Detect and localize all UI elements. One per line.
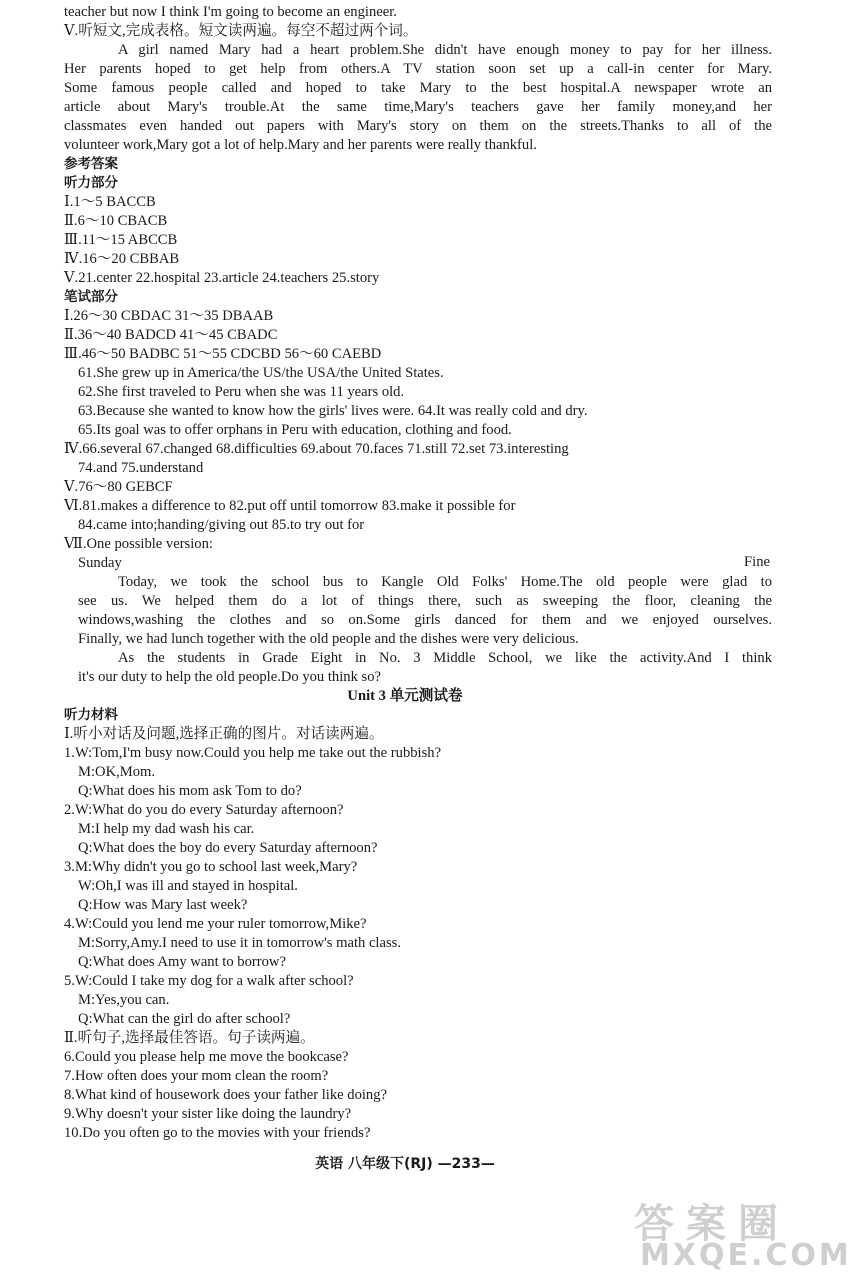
text-line: 84.came into;handing/giving out 85.to try out for bbox=[78, 517, 365, 533]
text-line: Ⅱ.6～10 CBACB bbox=[64, 213, 168, 229]
text-line: 参考答案 bbox=[64, 156, 118, 172]
text-line: Ⅲ.46～50 BADBC 51～55 CDCBD 56～60 CAEBD bbox=[64, 346, 382, 362]
text-line: A girl named Mary had a heart problem.She didn't have enough money to pay for her illness. bbox=[118, 42, 772, 58]
text-line: teacher but now I think I'm going to become an engineer. bbox=[64, 4, 397, 20]
text-line: M:Sorry,Amy.I need to use it in tomorrow's math class. bbox=[78, 935, 401, 951]
text-line: 1.W:Tom,I'm busy now.Could you help me take out the rubbish? bbox=[64, 745, 442, 761]
text-line: Q:What does his mom ask Tom to do? bbox=[78, 783, 302, 799]
letter-weather: Fine bbox=[744, 554, 770, 570]
text-line: Ⅳ.16～20 CBBAB bbox=[64, 251, 180, 267]
text-line: classmates even handed out papers with Mary's story on them on the streets.Thanks to all of the bbox=[64, 118, 772, 134]
text-line: Finally, we had lunch together with the old people and the dishes were very delicious. bbox=[78, 631, 579, 647]
text-line: M:Yes,you can. bbox=[78, 992, 170, 1008]
text-line: 3.M:Why didn't you go to school last week,Mary? bbox=[64, 859, 358, 875]
text-line: see us. We helped them do a lot of things there, such as sweeping the floor, cleaning the bbox=[78, 593, 772, 609]
text-line: 5.W:Could I take my dog for a walk after school? bbox=[64, 973, 354, 989]
text-line: 62.She first traveled to Peru when she was 11 years old. bbox=[78, 384, 405, 400]
text-line: Ⅱ.听句子,选择最佳答语。句子读两遍。 bbox=[64, 1030, 315, 1046]
text-line: Her parents hoped to get help from others.A TV station soon set up a call-in center for Mary. bbox=[64, 61, 772, 77]
text-line: 65.Its goal was to offer orphans in Peru with education, clothing and food. bbox=[78, 422, 512, 438]
text-line: Ⅴ.听短文,完成表格。短文读两遍。每空不超过两个词。 bbox=[64, 23, 418, 39]
text-line: article about Mary's trouble.At the same time,Mary's teachers gave her family money,and her bbox=[64, 99, 772, 115]
text-line: W:Oh,I was ill and stayed in hospital. bbox=[78, 878, 298, 894]
text-line: Today, we took the school bus to Kangle Old Folks' Home.The old people were glad to bbox=[118, 574, 772, 590]
text-line: 2.W:What do you do every Saturday afternoon? bbox=[64, 802, 344, 818]
text-line: Ⅴ.76～80 GEBCF bbox=[64, 479, 173, 495]
text-line: Ⅵ.81.makes a difference to 82.put off until tomorrow 83.make it possible for bbox=[64, 498, 516, 514]
text-line: Ⅴ.21.center 22.hospital 23.article 24.teachers 25.story bbox=[64, 270, 380, 286]
text-line: Ⅰ.1～5 BACCB bbox=[64, 194, 156, 210]
text-line: M:OK,Mom. bbox=[78, 764, 156, 780]
text-line: Ⅱ.36～40 BADCD 41～45 CBADC bbox=[64, 327, 278, 343]
text-line: Ⅲ.11～15 ABCCB bbox=[64, 232, 178, 248]
watermark-char-3: 圈 bbox=[738, 1201, 778, 1247]
text-line: 7.How often does your mom clean the room? bbox=[64, 1068, 329, 1084]
text-line: windows,washing the clothes and so on.Some girls danced for them and we enjoyed ourselves. bbox=[78, 612, 772, 628]
text-line: 4.W:Could you lend me your ruler tomorrow,Mike? bbox=[64, 916, 367, 932]
text-line: 74.and 75.understand bbox=[78, 460, 204, 476]
text-line: Q:What can the girl do after school? bbox=[78, 1011, 291, 1027]
text-line: 63.Because she wanted to know how the girls' lives were. 64.It was really cold and dry. bbox=[78, 403, 588, 419]
text-line: Sunday bbox=[78, 555, 122, 571]
text-line: Ⅶ.One possible version: bbox=[64, 536, 213, 552]
watermark-logo bbox=[632, 1192, 852, 1276]
text-line: Q:What does the boy do every Saturday afternoon? bbox=[78, 840, 378, 856]
text-line: 9.Why doesn't your sister like doing the laundry? bbox=[64, 1106, 352, 1122]
watermark-char-2: 案 bbox=[686, 1201, 726, 1247]
page-footer: 英语 八年级下(RJ) —233— bbox=[315, 1156, 495, 1172]
text-line: Ⅰ.26～30 CBDAC 31～35 DBAAB bbox=[64, 308, 274, 324]
text-line: Q:How was Mary last week? bbox=[78, 897, 248, 913]
text-line: 听力部分 bbox=[64, 175, 118, 191]
text-line: Some famous people called and hoped to take Mary to the best hospital.A newspaper wrote an bbox=[64, 80, 772, 96]
text-line: volunteer work,Mary got a lot of help.Mary and her parents were really thankful. bbox=[64, 137, 537, 153]
text-line: 8.What kind of housework does your father like doing? bbox=[64, 1087, 388, 1103]
text-line: Q:What does Amy want to borrow? bbox=[78, 954, 286, 970]
watermark-url: MXQE.COM bbox=[640, 1238, 852, 1273]
text-line: 6.Could you please help me move the bookcase? bbox=[64, 1049, 349, 1065]
text-line: Ⅰ.听小对话及问题,选择正确的图片。对话读两遍。 bbox=[64, 726, 384, 742]
text-line: 听力材料 bbox=[64, 707, 118, 723]
text-line: 10.Do you often go to the movies with your friends? bbox=[64, 1125, 371, 1141]
text-line: 61.She grew up in America/the US/the USA/the United States. bbox=[78, 365, 444, 381]
text-line: it's our duty to help the old people.Do you think so? bbox=[78, 669, 381, 685]
text-line: 笔试部分 bbox=[64, 289, 118, 305]
text-line: Unit 3 单元测试卷 bbox=[347, 688, 463, 704]
watermark-char-1: 答 bbox=[634, 1201, 674, 1247]
text-line: Ⅳ.66.several 67.changed 68.difficulties 69.about 70.faces 71.still 72.set 73.interesting bbox=[64, 441, 569, 457]
text-line: M:I help my dad wash his car. bbox=[78, 821, 255, 837]
text-line: As the students in Grade Eight in No. 3 Middle School, we like the activity.And I think bbox=[118, 650, 772, 666]
